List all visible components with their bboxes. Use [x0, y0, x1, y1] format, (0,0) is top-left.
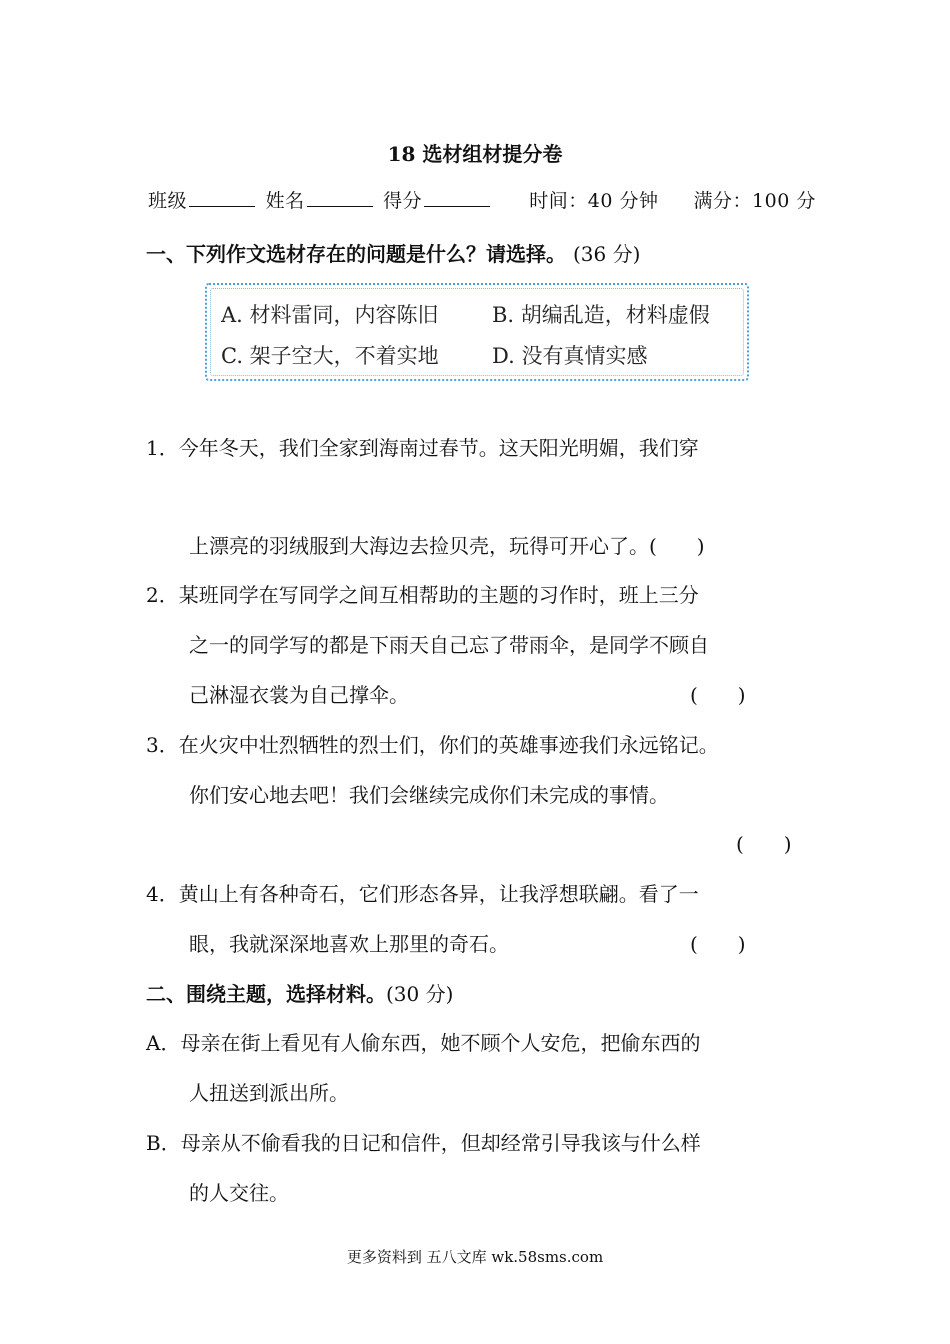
score-blank[interactable]	[424, 188, 490, 207]
q4-answer-paren[interactable]: ( )	[690, 932, 746, 956]
q4-line1: 4．黄山上有各种奇石，它们形态各异，让我浮想联翩。看了一	[146, 882, 699, 906]
section2-heading-text: 二、围绕主题，选择材料。	[146, 982, 386, 1006]
page-title: 18 选材组材提分卷	[387, 142, 563, 166]
material-b-line1: B．母亲从不偷看我的日记和信件，但却经常引导我该与什么样	[146, 1131, 701, 1155]
option-b: B. 胡编乱造，材料虚假	[492, 303, 710, 327]
q2-answer-paren[interactable]: ( )	[690, 683, 746, 707]
option-d: D. 没有真情实感	[492, 344, 648, 368]
section2-score: (30 分)	[386, 982, 454, 1006]
q3-line1: 3．在火灾中壮烈牺牲的烈士们，你们的英雄事迹我们永远铭记。	[146, 733, 719, 757]
section1-score: (36 分)	[572, 242, 641, 266]
q2-line1: 2．某班同学在写同学之间互相帮助的主题的习作时，班上三分	[146, 583, 699, 607]
class-blank[interactable]	[189, 188, 255, 207]
material-a-line2: 人扭送到派出所。	[189, 1081, 349, 1105]
score-label: 得分	[383, 190, 423, 212]
full-score-info: 满分：100 分	[693, 190, 816, 212]
q4-line2: 眼，我就深深地喜欢上那里的奇石。	[189, 932, 509, 956]
section1-heading	[146, 238, 640, 267]
q1-line1: 1．今年冬天，我们全家到海南过春节。这天阳光明媚，我们穿	[146, 436, 699, 460]
q2-line2: 之一的同学写的都是下雨天自己忘了带雨伞，是同学不顾自	[189, 633, 709, 657]
option-a: A. 材料雷同，内容陈旧	[221, 303, 439, 327]
option-c: C. 架子空大，不着实地	[221, 344, 439, 368]
student-info-row	[148, 186, 816, 213]
name-blank[interactable]	[307, 188, 373, 207]
material-b-line2: 的人交往。	[189, 1181, 289, 1205]
q3-answer-paren[interactable]: ( )	[736, 832, 792, 856]
name-label: 姓名	[265, 190, 305, 212]
section1-heading-text: 一、下列作文选材存在的问题是什么？请选择。	[146, 242, 566, 266]
options-box	[205, 283, 749, 381]
section2-heading	[146, 978, 453, 1007]
q3-line2: 你们安心地去吧！我们会继续完成你们未完成的事情。	[189, 783, 669, 807]
q1-line2: 上漂亮的羽绒服到大海边去捡贝壳，玩得可开心了。( )	[189, 534, 705, 558]
class-label: 班级	[148, 190, 188, 212]
material-a-line1: A．母亲在街上看见有人偷东西，她不顾个人安危，把偷东西的	[146, 1031, 701, 1055]
footer-text: 更多资料到 五八文库 wk.58sms.com	[346, 1248, 604, 1266]
time-info: 时间：40 分钟	[529, 190, 659, 212]
q2-line3: 己淋湿衣裳为自己撑伞。	[189, 683, 409, 707]
